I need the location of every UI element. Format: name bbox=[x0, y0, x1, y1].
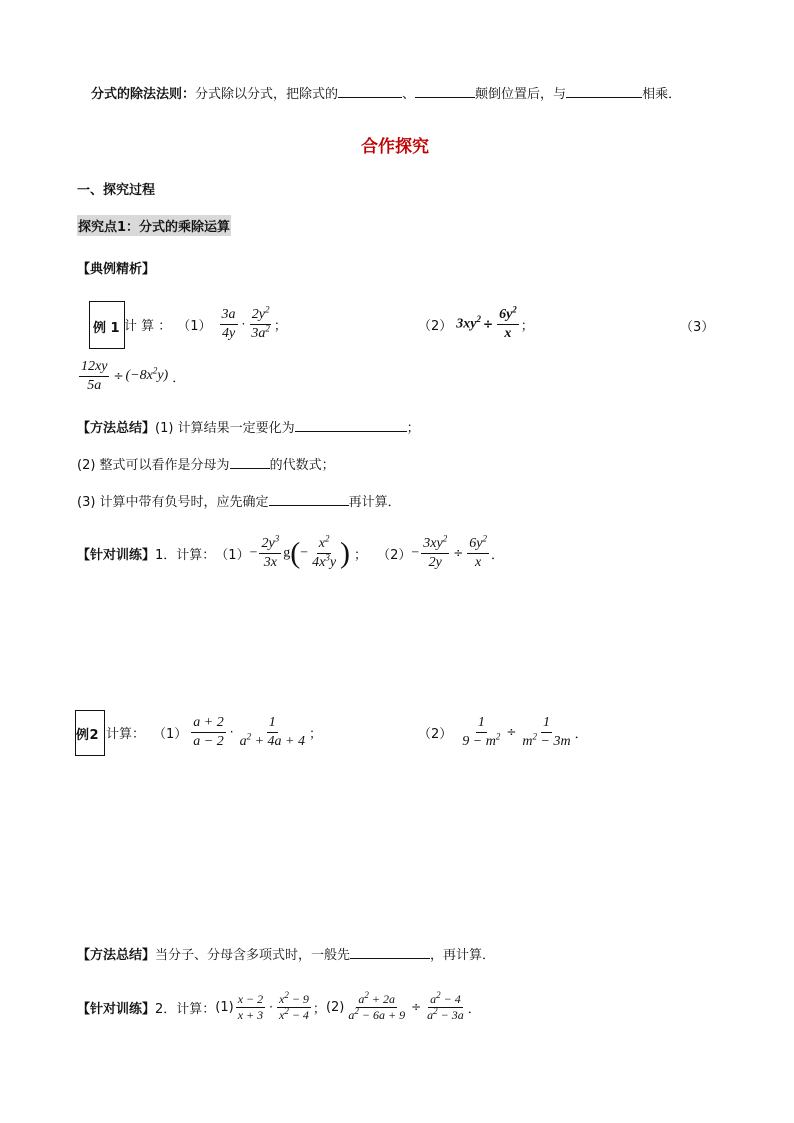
example-1-expr-3-row bbox=[77, 356, 185, 396]
division-rule-text-1: 分式除以分式，把除式的 bbox=[195, 87, 339, 102]
example-2-semi: ； bbox=[308, 726, 322, 742]
practice-2-text: 2．计算： bbox=[155, 1001, 216, 1017]
example-1-semi-2: ； bbox=[520, 318, 534, 334]
practice-2-part-1: (1) bbox=[215, 999, 234, 1015]
practice-1-part-2: （2） bbox=[377, 547, 412, 563]
summary-1-line-2 bbox=[77, 454, 335, 473]
summary-2-label: 【方法总结】 bbox=[77, 948, 156, 963]
example-2-calc: 计算： bbox=[106, 726, 146, 742]
example-1-calc: 计 算 ： bbox=[124, 318, 172, 334]
summary-1-line-3 bbox=[77, 491, 401, 510]
summary-1-line-1 bbox=[77, 417, 420, 436]
example-2-part-1: （1） bbox=[153, 726, 188, 742]
example-2-period: ． bbox=[574, 726, 588, 742]
answer-blank-1[interactable] bbox=[338, 85, 402, 98]
division-rule-label: 分式的除法法则： bbox=[91, 87, 196, 102]
summary-1-text-1: (1) 计算结果一定要化为 bbox=[155, 421, 295, 436]
summary-1-end-3: 再计算． bbox=[348, 495, 401, 510]
division-rule-text-2: 颠倒位置后，与 bbox=[475, 87, 567, 102]
practice-1-row bbox=[77, 530, 504, 576]
practice-2-expr-2: $\frac{a^2 + 2a}{a^2 - 6a + 9}$ ÷ $\frac{a^2 - 4}{a^2 - 3a}$ bbox=[348, 989, 464, 1022]
answer-blank-4[interactable] bbox=[295, 419, 407, 432]
answer-blank-7[interactable] bbox=[350, 946, 430, 959]
topic-multiply-divide: 探究点1：分式的乘除运算 bbox=[77, 215, 231, 236]
practice-1-text: 1．计算： bbox=[155, 547, 216, 563]
examples-label: 【典例精析】 bbox=[77, 262, 156, 277]
example-1-label: 例 1 bbox=[93, 321, 120, 336]
summary-2-text: 当分子、分母含多项式时，一般先 bbox=[155, 948, 351, 963]
section-title: 合作探究 bbox=[361, 137, 429, 157]
practice-2-expr-1: $\frac{x - 2}{x + 3}$ · $\frac{x^2 - 9}{x^2 - 4}$ bbox=[237, 989, 309, 1022]
example-2-row bbox=[106, 711, 322, 753]
practice-1-semi: ； bbox=[354, 547, 368, 563]
summary-2-line bbox=[77, 944, 495, 963]
practice-1-expr-1: − $\frac{2y^3}{3x}$ g(− $\frac{x^2}{4x^3y}$ ) bbox=[249, 532, 351, 570]
practice-2-part-2: (2) bbox=[325, 999, 345, 1015]
summary-2-end: ，再计算． bbox=[430, 948, 496, 963]
example-2-part-2: （2） bbox=[418, 726, 453, 742]
example-1-expr-3: $\frac{12xy}{5a}$ ÷ $(-8x^2y)$ bbox=[81, 358, 169, 393]
summary-1-end-2: 的代数式； bbox=[269, 458, 335, 473]
example-1-row bbox=[124, 304, 287, 344]
practice-2-period: ． bbox=[467, 1001, 481, 1017]
practice-1-period: ． bbox=[490, 547, 504, 563]
example-2-expr-1: $\frac{a + 2}{a - 2}$ · $\frac{1}{a^2 + 4a + 4}$ bbox=[193, 714, 305, 749]
example-2-expr-2: $\frac{1}{9 - m^2}$ ÷ $\frac{1}{m^2 - 3m}$ bbox=[462, 714, 571, 749]
example-1-row-part-2 bbox=[418, 304, 534, 344]
summary-1-text-3: (3) 计算中带有负号时，应先确定 bbox=[77, 495, 269, 510]
practice-2-semi: ； bbox=[312, 1001, 326, 1017]
practice-1-expr-2: − $\frac{3xy^2}{2y}$ ÷ $\frac{6y^2}{x}$ bbox=[411, 532, 487, 570]
answer-blank-3[interactable] bbox=[566, 85, 642, 98]
summary-1-label: 【方法总结】 bbox=[77, 421, 156, 436]
practice-2-row bbox=[77, 986, 481, 1028]
example-2-label: 例 2 bbox=[76, 728, 97, 743]
example-1-semi-1: ； bbox=[273, 318, 287, 334]
division-rule bbox=[91, 83, 681, 102]
summary-1-text-2: (2) 整式可以看作是分母为 bbox=[77, 458, 230, 473]
practice-1-label: 【针对训练】 bbox=[77, 547, 156, 563]
heading-explore-process: 一、探究过程 bbox=[77, 183, 156, 198]
example-1-expr-1: $\frac{3a}{4y}$ · $\frac{2y^2}{3a^2}$ bbox=[221, 303, 270, 341]
practice-1-part-1: （1） bbox=[215, 547, 250, 563]
answer-blank-5[interactable] bbox=[230, 456, 270, 469]
example-1-part-3: （3） bbox=[680, 320, 715, 335]
practice-2-label: 【针对训练】 bbox=[77, 1001, 156, 1017]
example-1-expr-2: $3xy^2$ ÷ $\frac{6y^2}{x}$ bbox=[456, 303, 517, 341]
division-rule-text-3: 相乘． bbox=[642, 87, 682, 102]
answer-blank-2[interactable] bbox=[415, 85, 475, 98]
example-2-row-part-2 bbox=[418, 711, 588, 753]
summary-1-end-1: ； bbox=[406, 421, 420, 436]
answer-blank-6[interactable] bbox=[269, 493, 349, 506]
example-1-part-1: （1） bbox=[177, 318, 212, 334]
division-rule-sep: 、 bbox=[402, 87, 416, 102]
example-1-period: ． bbox=[172, 370, 186, 386]
example-1-part-2: （2） bbox=[418, 318, 453, 334]
